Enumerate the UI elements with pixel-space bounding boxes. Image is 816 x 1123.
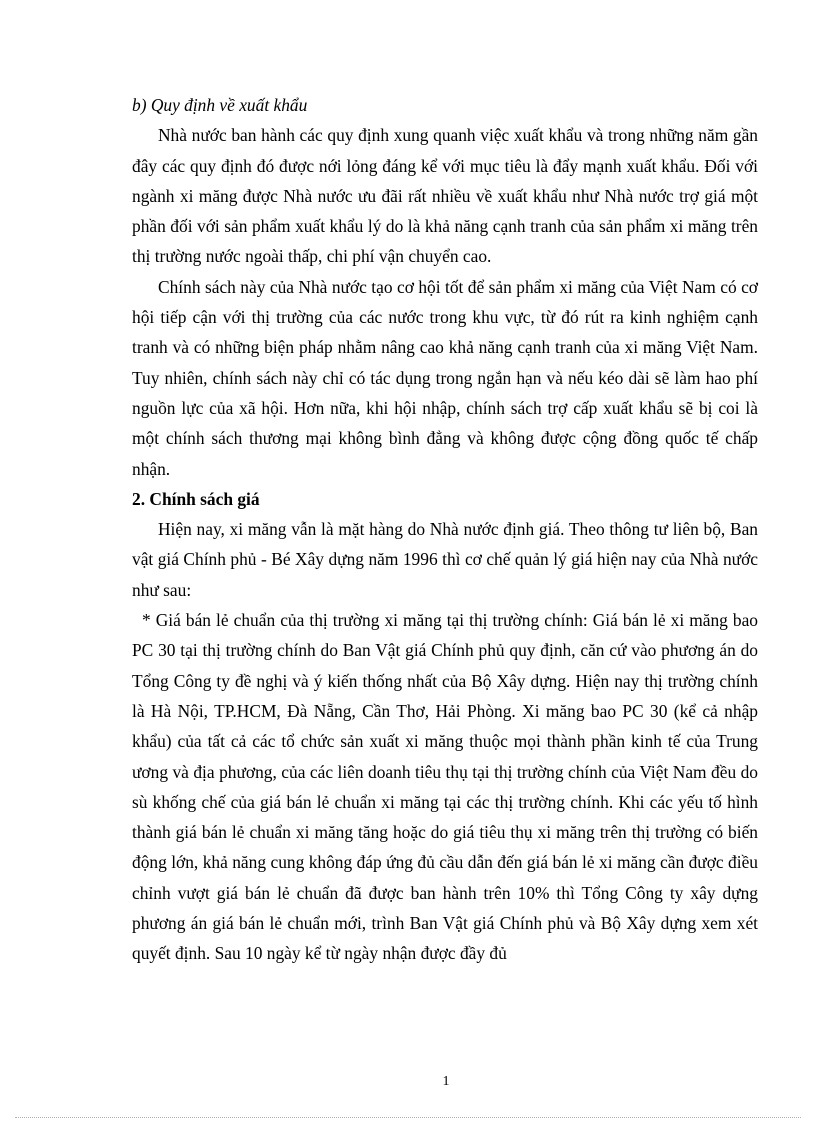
paragraph-policy-effect: Chính sách này của Nhà nước tạo cơ hội tốt để sản phẩm xi măng của Việt Nam có cơ hội tiếp cận với thị trường của các nước trong khu vực, từ đó rút ra kinh nghiệm cạnh tranh và có những biện pháp nhằm nâng cao khả năng cạnh tranh của xi măng Việt Nam. Tuy nhiên, chính sách này chỉ có tác dụng trong ngắn hạn và nếu kéo dài sẽ làm hao phí nguồn lực của xã hội. Hơn nữa, khi hội nhập, chính sách trợ cấp xuất khẩu sẽ bị coi là một chính sách thương mại không bình đẳng và không được cộng đồng quốc tế chấp nhận. bbox=[132, 276, 758, 479]
footer-divider bbox=[15, 1117, 801, 1118]
paragraph-price-intro: Hiện nay, xi măng vẫn là mặt hàng do Nhà nước định giá. Theo thông tư liên bộ, Ban vật giá Chính phủ - Bé Xây dựng năm 1996 thì cơ chế quản lý giá hiện nay của Nhà nước như sau: bbox=[132, 519, 758, 600]
page-number: 1 bbox=[442, 1074, 450, 1089]
paragraph-retail-price: * Giá bán lẻ chuẩn của thị trường xi măng tại thị trường chính: Giá bán lẻ xi măng bao PC 30 tại thị trường chính do Ban Vật giá Chính phủ quy định, căn cứ vào phương án do Tổng Công ty đề nghị và ý kiến thống nhất của Bộ Xây dựng. Hiện nay thị trường chính là Hà Nội, TP.HCM, Đà Nẵng, Cần Thơ, Hải Phòng. Xi măng bao PC 30 (kể cả nhập khẩu) của tất cả các tổ chức sản xuất xi măng thuộc mọi thành phần kinh tế của Trung ương và địa phương, của các liên doanh tiêu thụ tại thị trường chính của Việt Nam đều do sù khống chế của giá bán lẻ chuẩn xi măng tại các thị trường chính. Khi các yếu tố hình thành giá bán lẻ chuẩn xi măng tăng hoặc do giá tiêu thụ xi măng trên thị trường có biến động lớn, khả năng cung không đáp ứng đủ cầu dẫn đến giá bán lẻ xi măng cần được điều chỉnh vượt giá bán lẻ chuẩn đã được ban hành trên 10% thì Tổng Công ty xây dựng phương án giá bán lẻ chuẩn mới, trình Ban Vật giá Chính phủ và Bộ Xây dựng xem xét quyết định. Sau 10 ngày kể từ ngày nhận được đầy đủ bbox=[132, 610, 758, 964]
paragraph-export-policy: Nhà nước ban hành các quy định xung quanh việc xuất khẩu và trong những năm gần đây các quy định đó được nới lỏng đáng kể với mục tiêu là đẩy mạnh xuất khẩu. Đối với ngành xi măng được Nhà nước ưu đãi rất nhiều về xuất khẩu như Nhà nước trợ giá một phần đối với sản phẩm xuất khẩu lý do là khả năng cạnh tranh của sản phẩm xi măng trên thị trường nước ngoài thấp, chi phí vận chuyển cao. bbox=[132, 125, 758, 267]
section-b-heading: b) Quy định về xuất khẩu bbox=[132, 95, 308, 115]
document-body bbox=[132, 90, 758, 969]
section-2-heading: 2. Chính sách giá bbox=[132, 488, 260, 509]
